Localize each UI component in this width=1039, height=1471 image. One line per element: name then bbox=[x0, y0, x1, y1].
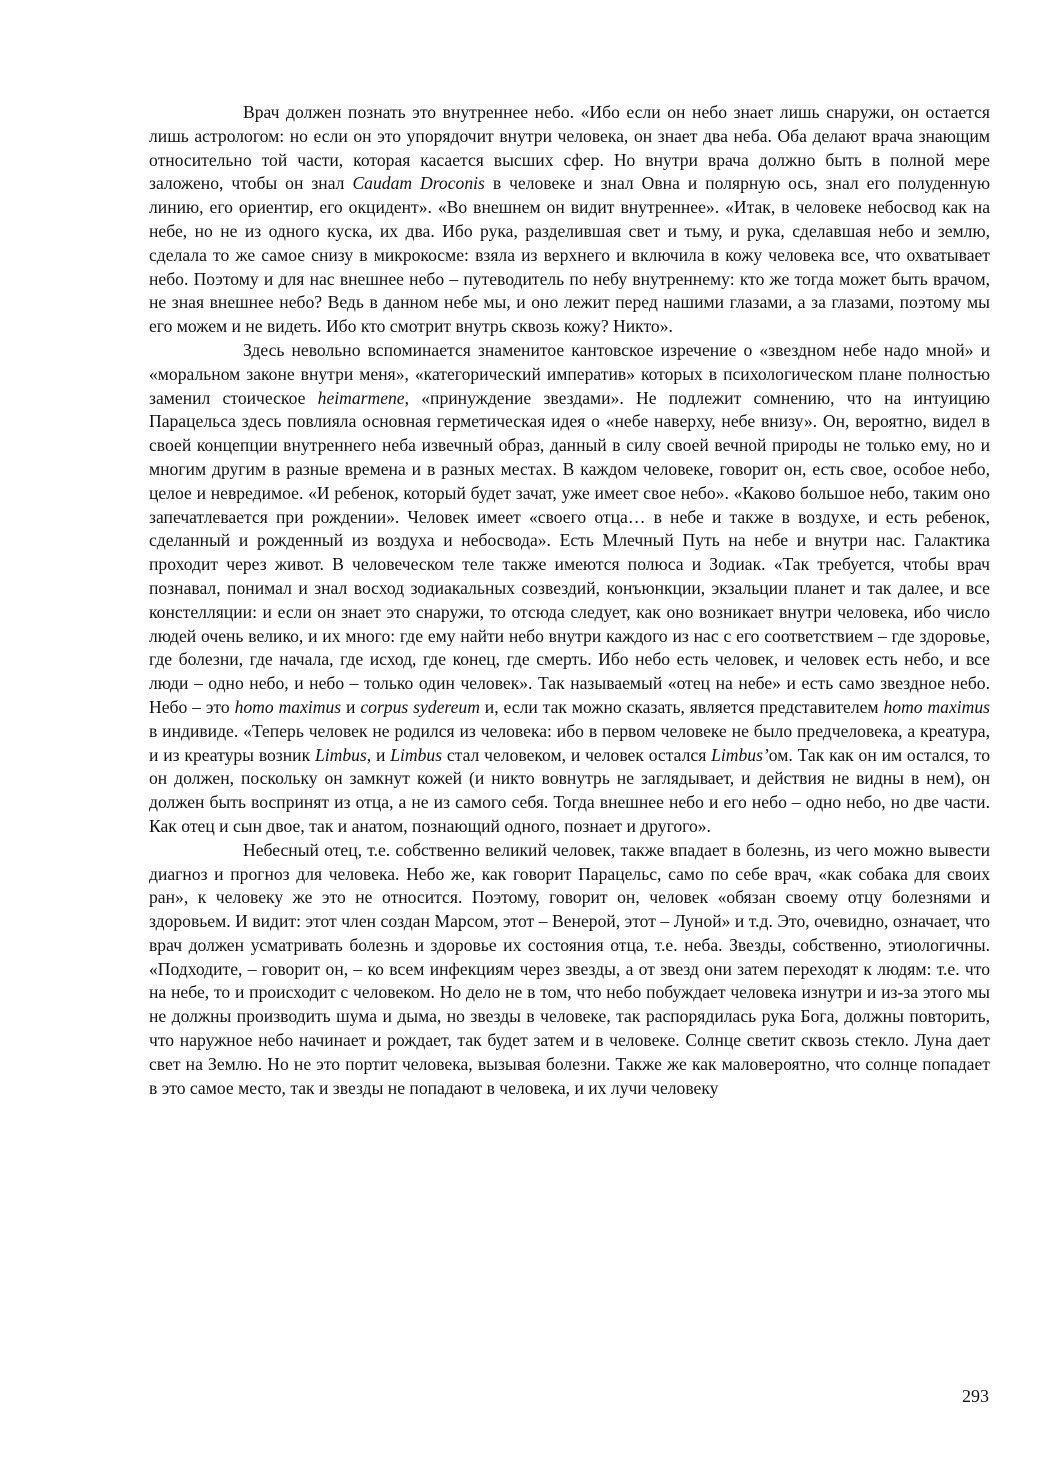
text-run: , «принуждение звездами». Не подлежит сомнению, что на интуицию Парацельса здесь повлияла основная герметическая идея о «небе наверху, небе внизу». Он, вероятно, видел в своей концепции внутреннего неба извечный образ, данный в силу своей вечной природы не только ему, но и многим другим в разные времена и в разных местах. В каждом человеке, говорит он, есть свое, особое небо, целое и невредимое. «И ребенок, который будет зачат, уже имеет свое небо». «Каково большое небо, таким оно запечатлевается при рождении». Человек имеет «своего отца… в небе и также в воздухе, и есть ребенок, сделанный и рожденный из воздуха и небосвода». Есть Млечный Путь на небе и внутри нас. Галактика проходит через живот. В человеческом теле также имеются полюса и Зодиак. «Так требуется, чтобы врач познавал, понимал и знал восход зодиакальных созвездий, конъюнкции, экзальции планет и так далее, и все констелляции: и если он знает это снаружи, то отсюда следует, как оно возникает внутри человека, ибо число людей очень велико, и их много: где ему найти небо внутри каждого из нас с его соответствием – где здоровье, где болезни, где начала, где исход, где конец, где смерть. Ибо небо есть человек, и человек есть небо, и все люди – одно небо, и небо – только один человек». Так называемый «отец на небе» и есть само звездное небо. Небо – это bbox=[149, 387, 991, 717]
text-run: , и bbox=[366, 744, 391, 765]
text-run: в человеке и знал Овна и полярную ось, знал его полуденную линию, его ориентир, его окцидент». «Во внешнем он видит внутреннее». «Итак, в человеке небосвод как на небе, но не из одного куска, их два. Ибо рука, разделившая свет и тьму, и рука, сделавшая небо и землю, сделала то же самое снизу в микрокосме: взяла из верхнего и включила в кожу человека все, что охватывает небо. Поэтому и для нас внешнее небо – путеводитель по небу внутреннему: кто же тогда может быть врачом, не зная внешнее небо? Ведь в данном небе мы, и оно лежит перед нашими глазами, а за глазами, поэтому мы его можем и не видеть. Ибо кто смотрит внутрь сквозь кожу? Никто». bbox=[149, 173, 990, 337]
italic-term: corpus sydereum bbox=[360, 696, 480, 717]
italic-term: Limbus bbox=[390, 744, 443, 765]
italic-term: homo maximus bbox=[883, 696, 991, 717]
page-number: 293 bbox=[962, 1386, 989, 1406]
paragraph bbox=[149, 101, 990, 339]
body-text bbox=[149, 101, 990, 1100]
italic-term: heimarmene bbox=[317, 387, 405, 408]
text-run: ом. Так как он им остался, то он должен, поскольку он замкнут кожей (и никто вовнутрь не заглядывает, и действия не видны в нем), он должен быть воспринят из отца, а не из самого себя. Тогда внешнее небо и его небо – одно небо, но две части. Как отец и сын двое, так и анатом, познающий одного, познает и другого». bbox=[149, 744, 990, 836]
text-run: и bbox=[341, 696, 361, 717]
text-run: стал человеком, и человек остался bbox=[442, 744, 712, 765]
paragraph bbox=[149, 339, 990, 839]
italic-term: Caudam Droconis bbox=[352, 173, 485, 194]
italic-term: Limbus bbox=[314, 744, 367, 765]
italic-term: homo maximus bbox=[234, 696, 342, 717]
paragraph bbox=[149, 839, 990, 1101]
text-run: Врач должен познать это внутреннее небо. «Ибо если он небо знает лишь снаружи, он остается лишь астрологом: но если он это упорядочит внутри человека, он знает два неба. Оба делают врача знающим относительно той части, которая касается высших сфер. Но внутри врача должно быть в полной мере заложено, чтобы он знал bbox=[149, 102, 990, 194]
text-run: Небесный отец, т.е. собственно великий человек, также впадает в болезнь, из чего можно вывести диагноз и прогноз для человека. Небо же, как говорит Парацельс, само по себе врач, «как собака для своих ран», к человеку же это не относится. Поэтому, говорит он, человек «обязан своему отцу болезнями и здоровьем. И видит: этот член создан Марсом, этот – Венерой, этот – Луной» и т.д. Это, очевидно, означает, что врач должен усматривать болезнь и здоровье их состояния отца, т.е. неба. Звезды, собственно, этиологичны. «Подходите, – говорит он, – ко всем инфекциям через звезды, а от звезд они затем переходят к людям: т.е. что на небе, то и происходит с человеком. Но дело не в том, что небо побуждает человека изнутри и из-за этого мы не должны производить шума и дыма, но звезды в человеке, так распорядилась рука Бога, должны повторить, что наружное небо начинает и рождает, так будет затем и в человеке. Солнце светит сквозь стекло. Луна дает свет на Землю. Но не это портит человека, вызывая болезни. Также же как маловероятно, что солнце попадает в это самое место, так и звезды не попадают в человека, и их лучи человеку bbox=[149, 839, 990, 1098]
text-run: и, если так можно сказать, является представителем bbox=[479, 696, 884, 717]
italic-term: Limbus’ bbox=[711, 744, 769, 765]
text-run: Здесь невольно вспоминается знаменитое кантовское изречение о «звездном небе надо мной» и «моральном законе внутри меня», «категорический императив» которых в психологическом плане полностью заменил стоическое bbox=[149, 339, 990, 408]
text-run: в индивиде. «Теперь человек не родился из человека: ибо в первом человеке не было предчеловека, а креатура, и из креатуры возник bbox=[149, 720, 990, 765]
